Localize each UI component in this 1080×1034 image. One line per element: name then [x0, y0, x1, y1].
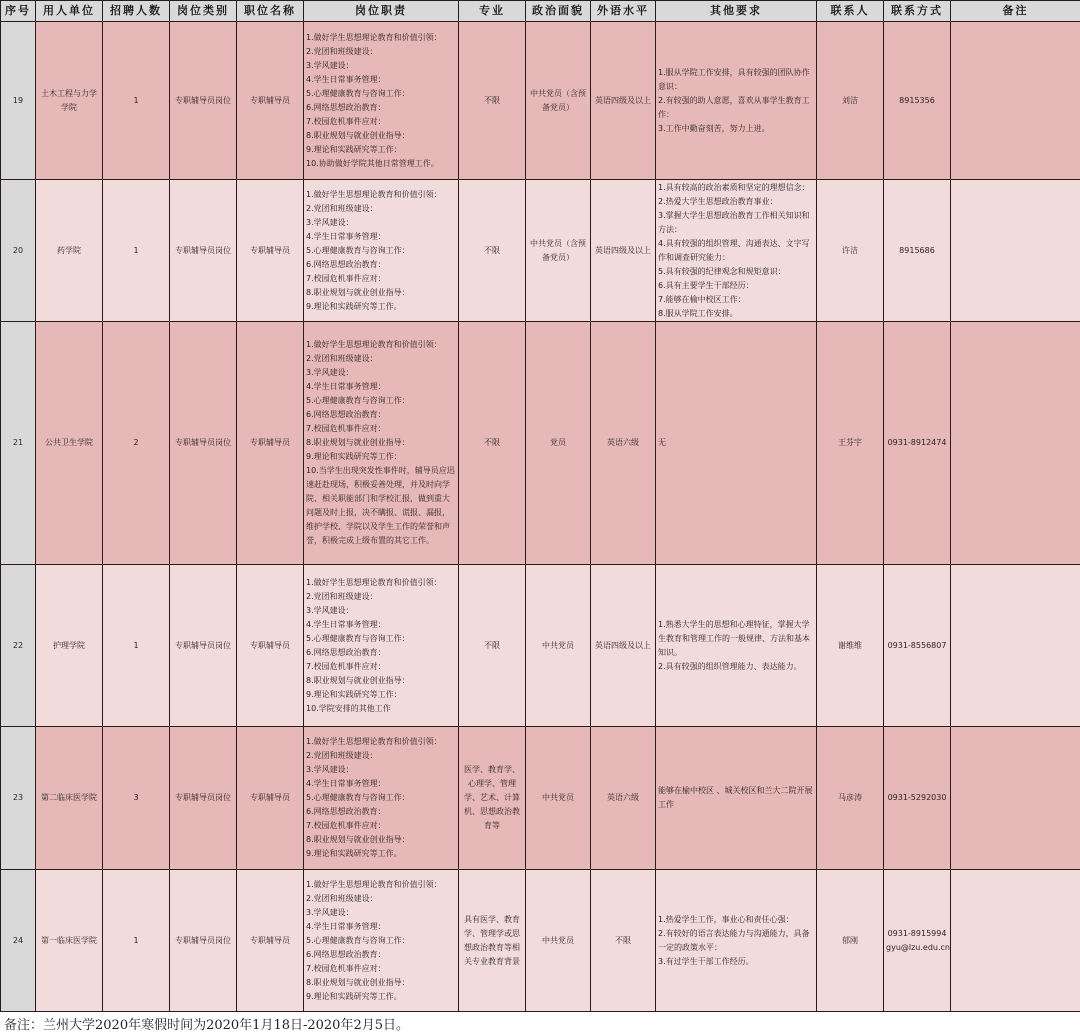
table-row: [1, 322, 1080, 565]
header-unit: 用人单位: [36, 1, 103, 22]
cell-duties: 1.做好学生思想理论教育和价值引领： 2.党团和班级建设： 3.学风建设： 4.学生日常事务管理： 5.心理健康教育与咨询工作： 6.网络思想政治教育： 7.校园危机事件应对： 8.职业规划与就业创业指导： 9.理论和实践研究等工作。: [304, 180, 459, 322]
cell-political: 中共党员: [526, 727, 591, 870]
cell-other: 无: [656, 322, 817, 565]
cell-language: 英语四级及以上: [591, 22, 656, 180]
cell-duties: 1.做好学生思想理论教育和价值引领： 2.党团和班级建设： 3.学风建设： 4.学生日常事务管理： 5.心理健康教育与咨询工作： 6.网络思想政治教育： 7.校园危机事件应对： 8.职业规划与就业创业指导： 9.理论和实践研究等工作： 10.学院安排的其他工作: [304, 565, 459, 727]
cell-unit: 护理学院: [36, 565, 103, 727]
cell-major: 不限: [459, 22, 526, 180]
cell-unit: 公共卫生学院: [36, 322, 103, 565]
cell-duties: 1.做好学生思想理论教育和价值引领： 2.党团和班级建设： 3.学风建设： 4.学生日常事务管理： 5.心理健康教育与咨询工作： 6.网络思想政治教育： 7.校园危机事件应对： 8.职业规划与就业创业指导： 9.理论和实践研究等工作： 10.协助做好学院其他日常管理工作。: [304, 22, 459, 180]
cell-major: 具有医学、教育学、管理学或思想政治教育等相关专业教育背景: [459, 870, 526, 1012]
cell-seq: 22: [1, 565, 36, 727]
table-row: [1, 565, 1080, 727]
header-count: 招聘人数: [103, 1, 170, 22]
cell-political: 中共党员（含预备党员）: [526, 180, 591, 322]
cell-language: 不限: [591, 870, 656, 1012]
header-category: 岗位类别: [170, 1, 237, 22]
cell-political: 中共党员（含预备党员）: [526, 22, 591, 180]
cell-seq: 19: [1, 22, 36, 180]
cell-remark: [951, 322, 1080, 565]
table-row: [1, 180, 1080, 322]
cell-contact: 马彦涛: [817, 727, 884, 870]
cell-count: 1: [103, 870, 170, 1012]
cell-category: 专职辅导员岗位: [170, 322, 237, 565]
table-row: [1, 22, 1080, 180]
header-other: 其他要求: [656, 1, 817, 22]
cell-category: 专职辅导员岗位: [170, 22, 237, 180]
cell-language: 英语六级: [591, 727, 656, 870]
cell-major: 不限: [459, 180, 526, 322]
cell-title: 专职辅导员: [237, 870, 304, 1012]
cell-count: 1: [103, 565, 170, 727]
cell-remark: [951, 565, 1080, 727]
cell-duties: 1.做好学生思想理论教育和价值引领： 2.党团和班级建设： 3.学风建设： 4.学生日常事务管理： 5.心理健康教育与咨询工作： 6.网络思想政治教育： 7.校园危机事件应对： 8.职业规划与就业创业指导： 9.理论和实践研究等工作。: [304, 870, 459, 1012]
phone-number: 0931-8915994: [887, 928, 947, 938]
cell-duties: 1.做好学生思想理论教育和价值引领： 2.党团和班级建设： 3.学风建设： 4.学生日常事务管理： 5.心理健康教育与咨询工作： 6.网络思想政治教育： 7.校园危机事件应对： 8.职业规划与就业创业指导： 9.理论和实践研究等工作。: [304, 727, 459, 870]
cell-seq: 24: [1, 870, 36, 1012]
cell-other: 1.热爱学生工作，事业心和责任心强： 2.有较好的语言表达能力与沟通能力，具备一定的政策水平： 3.有过学生干部工作经历。: [656, 870, 817, 1012]
cell-remark: [951, 22, 1080, 180]
header-political: 政治面貌: [526, 1, 591, 22]
cell-category: 专职辅导员岗位: [170, 727, 237, 870]
cell-category: 专职辅导员岗位: [170, 870, 237, 1012]
header-duties: 岗位职责: [304, 1, 459, 22]
cell-political: 党员: [526, 322, 591, 565]
cell-remark: [951, 727, 1080, 870]
header-title: 职位名称: [237, 1, 304, 22]
cell-other: 1.熟悉大学生的思想和心理特征，掌握大学生教育和管理工作的一般规律、方法和基本知识。 2.具有较强的组织管理能力、表达能力。: [656, 565, 817, 727]
cell-duties: 1.做好学生思想理论教育和价值引领： 2.党团和班级建设： 3.学风建设： 4.学生日常事务管理： 5.心理健康教育与咨询工作： 6.网络思想政治教育： 7.校园危机事件应对： 8.职业规划与就业创业指导： 9.理论和实践研究等工作： 10.当学生出现突发性事件时，辅导员应迅速赶赴现场，积极妥善处理，并及时向学院、相关职能部门和学校汇报，做到重大问题及时上报，决不瞒报、谎报、漏报，维护学校、学院以及学生工作的荣誉和声誉，积极完成上级布置的其它工作。: [304, 322, 459, 565]
cell-contact: 谢维维: [817, 565, 884, 727]
cell-unit: 第二临床医学院: [36, 727, 103, 870]
cell-seq: 20: [1, 180, 36, 322]
cell-count: 2: [103, 322, 170, 565]
cell-count: 1: [103, 22, 170, 180]
cell-other: 1.服从学院工作安排，具有较强的团队协作意识： 2.有较强的助人意愿，喜欢从事学生教育工作： 3.工作中勤奋刻苦，努力上进。: [656, 22, 817, 180]
header-language: 外语水平: [591, 1, 656, 22]
cell-title: 专职辅导员: [237, 322, 304, 565]
cell-category: 专职辅导员岗位: [170, 180, 237, 322]
cell-phone: 0931-8912474: [884, 322, 951, 565]
cell-remark: [951, 180, 1080, 322]
cell-count: 1: [103, 180, 170, 322]
cell-title: 专职辅导员: [237, 727, 304, 870]
table-row: [1, 727, 1080, 870]
header-seq: 序号: [1, 1, 36, 22]
footnote: 备注：兰州大学2020年寒假时间为2020年1月18日-2020年2月5日。: [4, 1018, 409, 1033]
cell-major: 医学、教育学、心理学、管理学、艺术、计算机、思想政治教育等: [459, 727, 526, 870]
cell-contact: 郁刚: [817, 870, 884, 1012]
header-major: 专业: [459, 1, 526, 22]
cell-remark: [951, 870, 1080, 1012]
cell-other: 1.具有较高的政治素质和坚定的理想信念： 2.热爱大学生思想政治教育事业： 3.掌握大学生思想政治教育工作相关知识和方法： 4.具有较强的组织管理、沟通表达、文字写作和调查研究能力： 5.具有较强的纪律观念和规矩意识： 6.具有主要学生干部经历： 7.能够在榆中校区工作： 8.服从学院工作安排。: [656, 180, 817, 322]
cell-phone: [884, 870, 951, 1012]
cell-other: 能够在榆中校区 、城关校区和兰大二院开展工作: [656, 727, 817, 870]
cell-phone: 8915356: [884, 22, 951, 180]
header-remark: 备注: [951, 1, 1080, 22]
cell-political: 中共党员: [526, 565, 591, 727]
cell-count: 3: [103, 727, 170, 870]
header-row: [1, 1, 1080, 22]
cell-language: 英语四级及以上: [591, 180, 656, 322]
cell-unit: 第一临床医学院: [36, 870, 103, 1012]
table-row: [1, 870, 1080, 1012]
cell-category: 专职辅导员岗位: [170, 565, 237, 727]
cell-seq: 23: [1, 727, 36, 870]
cell-phone: 8915686: [884, 180, 951, 322]
cell-phone: 0931-5292030: [884, 727, 951, 870]
cell-language: 英语六级: [591, 322, 656, 565]
header-phone: 联系方式: [884, 1, 951, 22]
cell-seq: 21: [1, 322, 36, 565]
cell-title: 专职辅导员: [237, 22, 304, 180]
header-contact: 联系人: [817, 1, 884, 22]
cell-language: 英语四级及以上: [591, 565, 656, 727]
cell-unit: 土木工程与力学学院: [36, 22, 103, 180]
cell-major: 不限: [459, 322, 526, 565]
cell-phone: 0931-8556807: [884, 565, 951, 727]
cell-title: 专职辅导员: [237, 180, 304, 322]
cell-title: 专职辅导员: [237, 565, 304, 727]
cell-contact: 刘洁: [817, 22, 884, 180]
cell-political: 中共党员: [526, 870, 591, 1012]
cell-contact: 许洁: [817, 180, 884, 322]
cell-unit: 药学院: [36, 180, 103, 322]
cell-contact: 王芬宇: [817, 322, 884, 565]
email-address[interactable]: gyu@lzu.edu.cn: [886, 942, 950, 952]
cell-major: 不限: [459, 565, 526, 727]
